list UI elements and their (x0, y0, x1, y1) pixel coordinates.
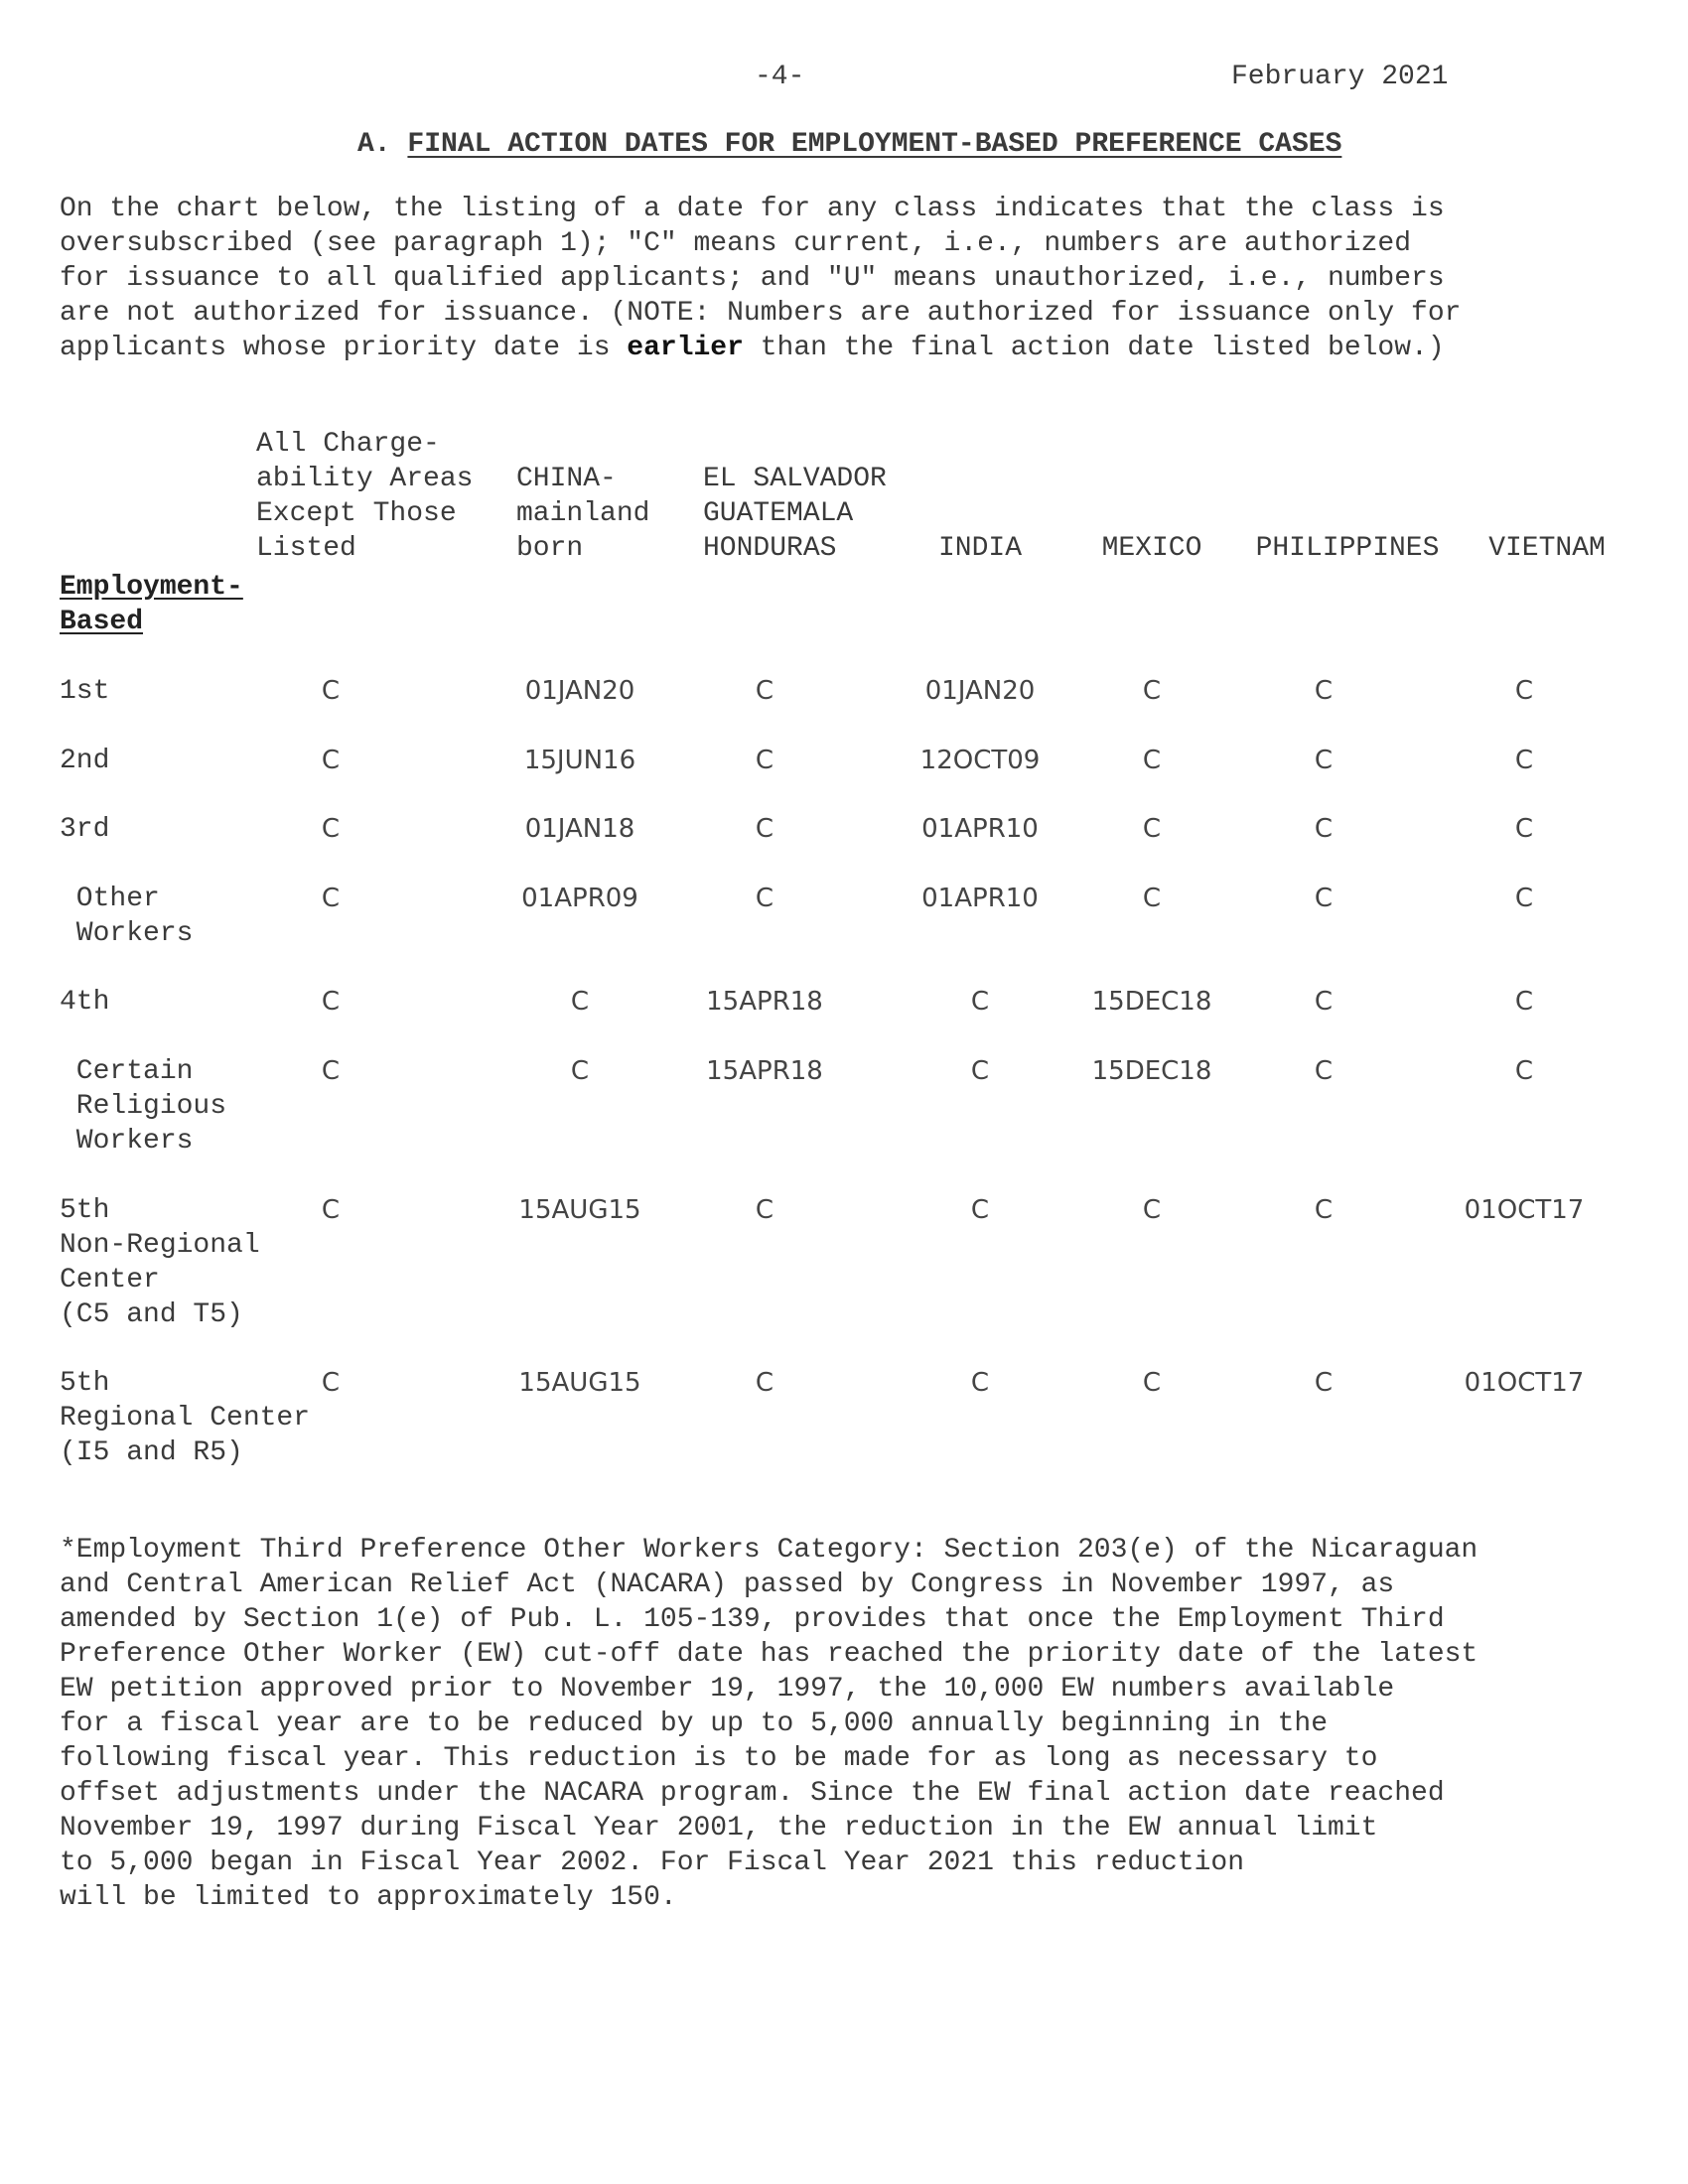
intro-text: than the final action date listed below.) (743, 333, 1445, 363)
table-cell: C (321, 814, 341, 844)
table-cell: 01APR09 (521, 884, 638, 913)
page-number: -4- (755, 62, 805, 92)
footnote-line: November 19, 1997 during Fiscal Year 2001, the reduction in the EW annual limit (60, 1813, 1378, 1843)
table-cell: C (1314, 1056, 1334, 1086)
footnote-line: for a fiscal year are to be reduced by up to 5,000 annually beginning in the (60, 1708, 1329, 1739)
table-cell: C (321, 746, 341, 775)
row-label (60, 1054, 226, 1159)
intro-emphasis: earlier (627, 333, 744, 363)
section-title: FINAL ACTION DATES FOR EMPLOYMENT-BASED PREFERENCE CASES (407, 129, 1342, 160)
table-cell: 15APR18 (706, 1056, 823, 1086)
column-header: EL SALVADOR (703, 464, 887, 494)
table-cell: C (321, 987, 341, 1017)
row-label-line: 5th (60, 1368, 110, 1399)
footnote-line: *Employment Third Preference Other Workers Category: Section 203(e) of the Nicaraguan (60, 1535, 1478, 1566)
table-cell: C (1514, 676, 1534, 706)
intro-line: oversubscribed (see paragraph 1); "C" means current, i.e., numbers are authorized (60, 228, 1412, 259)
column-header: mainland (516, 498, 650, 529)
section-letter: A. (357, 129, 391, 160)
table-cell: C (1514, 884, 1534, 913)
table-cell: C (755, 1195, 774, 1225)
table-cell: C (1514, 987, 1534, 1017)
table-cell: C (755, 746, 774, 775)
table-cell: C (1314, 676, 1334, 706)
row-label-line: 5th (60, 1195, 110, 1226)
table-cell: C (1314, 1195, 1334, 1225)
table-cell: C (755, 1368, 774, 1398)
table-cell: 12OCT09 (919, 746, 1041, 775)
table-cell: C (755, 676, 774, 706)
table-cell: C (1142, 1368, 1162, 1398)
row-label-line: 2nd (60, 746, 110, 776)
table-cell: 15AUG15 (518, 1368, 641, 1398)
table-cell: 01OCT17 (1464, 1195, 1585, 1225)
table-cell: C (1142, 814, 1162, 844)
table-cell: C (570, 987, 590, 1017)
row-label (60, 1193, 260, 1332)
table-cell: C (1314, 884, 1334, 913)
row-label-line: 1st (60, 676, 110, 707)
row-label (60, 674, 109, 709)
footnote-line: will be limited to approximately 150. (60, 1882, 677, 1913)
row-label-line: Religious (60, 1091, 227, 1122)
table-cell: C (1514, 814, 1534, 844)
table-cell: C (321, 1368, 341, 1398)
intro-line: for issuance to all qualified applicants; and "U" means unauthorized, i.e., numbers (60, 263, 1445, 294)
footnote-line: to 5,000 began in Fiscal Year 2002. For Fiscal Year 2021 this reduction (60, 1847, 1244, 1878)
intro-text: applicants whose priority date is (60, 333, 628, 363)
footnote-line: Preference Other Worker (EW) cut-off date has reached the priority date of the latest (60, 1639, 1478, 1670)
table-cell: C (321, 1195, 341, 1225)
column-header: Listed (256, 533, 356, 564)
intro-line: On the chart below, the listing of a date for any class indicates that the class is (60, 194, 1445, 224)
column-header: VIETNAM (1488, 533, 1606, 564)
column-header: ability Areas (256, 464, 474, 494)
table-cell: C (1514, 746, 1534, 775)
table-cell: C (1142, 746, 1162, 775)
table-cell: C (1514, 1056, 1534, 1086)
table-cell: 01OCT17 (1464, 1368, 1585, 1398)
page-date: February 2021 (1231, 62, 1449, 92)
table-cell: C (1314, 1368, 1334, 1398)
row-label-line: Workers (60, 1126, 194, 1157)
row-header-line: Employment- (60, 572, 243, 603)
row-label-line: (I5 and R5) (60, 1437, 243, 1468)
row-label-line: Workers (60, 918, 194, 949)
table-cell: C (970, 1056, 990, 1086)
footnote-line: amended by Section 1(e) of Pub. L. 105-139, provides that once the Employment Third (60, 1604, 1445, 1635)
table-cell: 15DEC18 (1091, 1056, 1212, 1086)
row-label-line: 3rd (60, 814, 110, 845)
intro-line (60, 331, 1648, 365)
row-label (60, 882, 193, 951)
row-label-line: Certain (60, 1056, 194, 1087)
table-cell: C (1142, 884, 1162, 913)
footnote (60, 1533, 1477, 1915)
row-label-line: Other (60, 884, 160, 914)
table-cell: C (1314, 814, 1334, 844)
column-header: born (516, 533, 584, 564)
row-header-label (60, 570, 243, 639)
row-label (60, 812, 109, 847)
table-cell: 15JUN16 (523, 746, 636, 775)
table-cell: C (970, 1368, 990, 1398)
table-cell: 15APR18 (706, 987, 823, 1017)
row-header-line: Based (60, 607, 144, 637)
table-cell: 01JAN20 (524, 676, 635, 706)
table-cell: 01JAN18 (524, 814, 635, 844)
column-header: HONDURAS (703, 533, 837, 564)
row-label (60, 744, 109, 778)
intro-line: are not authorized for issuance. (NOTE: Numbers are authorized for issuance only for (60, 298, 1462, 329)
column-header: GUATEMALA (703, 498, 854, 529)
row-label-line: Center (60, 1265, 160, 1296)
table-cell: C (970, 1195, 990, 1225)
column-header: All Charge- (256, 429, 440, 460)
column-header: Except Those (256, 498, 457, 529)
column-header: MEXICO (1101, 533, 1202, 564)
table-cell: C (321, 1056, 341, 1086)
footnote-line: following fiscal year. This reduction is to be made for as long as necessary to (60, 1743, 1378, 1774)
table-cell: 15AUG15 (518, 1195, 641, 1225)
footnote-line: offset adjustments under the NACARA program. Since the EW final action date reached (60, 1778, 1445, 1809)
intro-paragraph (60, 192, 1648, 365)
row-label-line: (C5 and T5) (60, 1299, 243, 1330)
column-header: PHILIPPINES (1255, 533, 1440, 564)
section-heading (357, 127, 1341, 162)
table-cell: 01APR10 (921, 884, 1039, 913)
footnote-line: and Central American Relief Act (NACARA) passed by Congress in November 1997, as (60, 1570, 1395, 1600)
table-cell: C (970, 987, 990, 1017)
table-cell: C (1142, 1195, 1162, 1225)
table-cell: C (1314, 746, 1334, 775)
table-cell: C (570, 1056, 590, 1086)
table-cell: 01APR10 (921, 814, 1039, 844)
footnote-line: EW petition approved prior to November 19, 1997, the 10,000 EW numbers available (60, 1674, 1395, 1705)
table-cell: C (321, 884, 341, 913)
table-cell: C (755, 884, 774, 913)
table-cell: C (1314, 987, 1334, 1017)
column-header: INDIA (937, 533, 1022, 564)
row-label-line: 4th (60, 987, 110, 1018)
row-label-line: Regional Center (60, 1403, 311, 1433)
row-label (60, 985, 109, 1020)
table-cell: C (755, 814, 774, 844)
row-label-line: Non-Regional (60, 1230, 260, 1261)
table-cell: 01JAN20 (924, 676, 1036, 706)
table-cell: 15DEC18 (1091, 987, 1212, 1017)
column-header: CHINA- (516, 464, 617, 494)
table-cell: C (321, 676, 341, 706)
table-cell: C (1142, 676, 1162, 706)
